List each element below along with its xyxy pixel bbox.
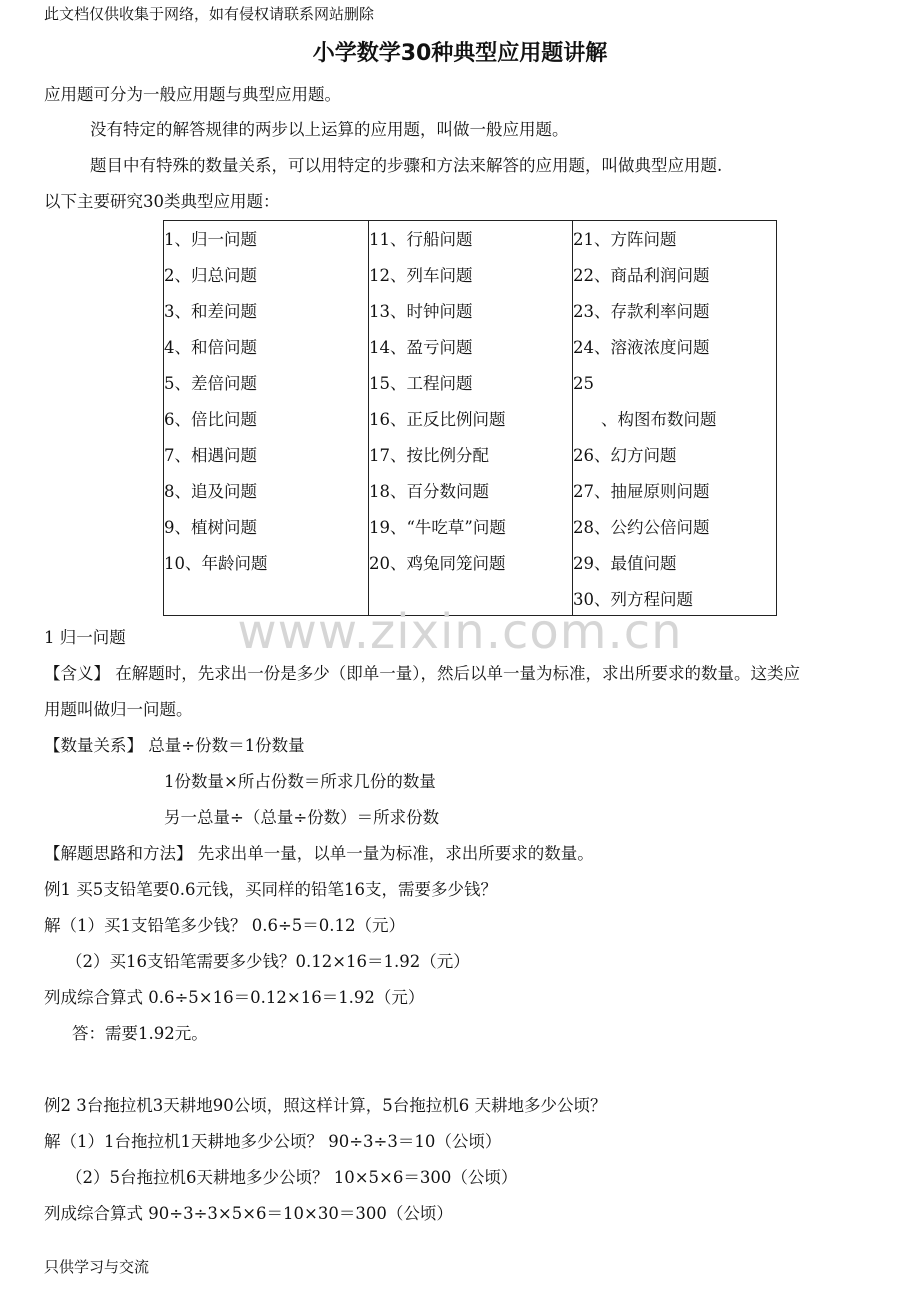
catalog-item: 9、植树问题 (164, 518, 257, 537)
catalog-item: 29、最值问题 (573, 554, 677, 573)
catalog-item: 17、按比例分配 (369, 446, 489, 465)
example-1-question: 例1 买5支铅笔要0.6元钱，买同样的铅笔16支，需要多少钱？ (44, 880, 497, 899)
meaning-line-1: 【含义】 在解题时，先求出一份是多少（即单一量），然后以单一量为标准，求出所要求的数量。这类应 (44, 664, 800, 683)
catalog-item: 12、列车问题 (369, 266, 473, 285)
catalog-item: 20、鸡兔同笼问题 (369, 554, 506, 573)
intro-line-2: 没有特定的解答规律的两步以上运算的应用题，叫做一般应用题。 (90, 120, 569, 139)
catalog-item: 14、盈亏问题 (369, 338, 473, 357)
intro-line-4: 以下主要研究30类典型应用题： (44, 192, 280, 211)
catalog-item: 7、相遇问题 (164, 446, 257, 465)
relation-line-3: 另一总量÷（总量÷份数）＝所求份数 (164, 808, 440, 827)
catalog-item: 3、和差问题 (164, 302, 257, 321)
catalog-item: 5、差倍问题 (164, 374, 257, 393)
catalog-item: 6、倍比问题 (164, 410, 257, 429)
example-1-step-1: 解（1）买1支铅笔多少钱？ 0.6÷5＝0.12（元） (44, 916, 406, 935)
intro-line-3: 题目中有特殊的数量关系，可以用特定的步骤和方法来解答的应用题，叫做典型应用题. (90, 156, 723, 175)
catalog-item: 28、公约公倍问题 (573, 518, 710, 537)
catalog-column-3 (573, 221, 776, 615)
catalog-item: 1、归一问题 (164, 230, 257, 249)
catalog-item: 13、时钟问题 (369, 302, 473, 321)
section-heading: 1 归一问题 (44, 628, 126, 647)
catalog-item: 4、和倍问题 (164, 338, 257, 357)
example-2-formula: 列成综合算式 90÷3÷3×5×6＝10×30＝300（公顷） (44, 1204, 453, 1223)
header-note: 此文档仅供收集于网络，如有侵权请联系网站删除 (44, 5, 375, 23)
example-1-formula: 列成综合算式 0.6÷5×16＝0.12×16＝1.92（元） (44, 988, 425, 1007)
example-1-answer: 答：需要1.92元。 (72, 1024, 208, 1043)
catalog-column-2 (369, 221, 573, 615)
example-2-step-2: （2）5台拖拉机6天耕地多少公顷？ 10×5×6＝300（公顷） (66, 1168, 518, 1187)
meaning-line-2: 用题叫做归一问题。 (44, 700, 193, 719)
catalog-item: 21、方阵问题 (573, 230, 677, 249)
relation-line-2: 1份数量×所占份数＝所求几份的数量 (164, 772, 436, 791)
catalog-item: 19、“牛吃草”问题 (369, 518, 506, 537)
catalog-item: 30、列方程问题 (573, 590, 693, 609)
example-2-step-1: 解（1）1台拖拉机1天耕地多少公顷？ 90÷3÷3＝10（公顷） (44, 1132, 502, 1151)
catalog-item: 10、年龄问题 (164, 554, 268, 573)
catalog-item: 8、追及问题 (164, 482, 257, 501)
catalog-item: 、构图布数问题 (601, 410, 717, 429)
catalog-item: 26、幻方问题 (573, 446, 677, 465)
catalog-item: 15、工程问题 (369, 374, 473, 393)
catalog-item: 11、行船问题 (369, 230, 473, 249)
example-2-question: 例2 3台拖拉机3天耕地90公顷，照这样计算，5台拖拉机6 天耕地多少公顷？ (44, 1096, 607, 1115)
relation-line-1: 【数量关系】 总量÷份数＝1份数量 (44, 736, 305, 755)
catalog-item: 18、百分数问题 (369, 482, 489, 501)
catalog-column-1 (164, 221, 369, 615)
catalog-table (163, 220, 777, 616)
page-title: 小学数学30种典型应用题讲解 (312, 41, 608, 66)
catalog-item: 2、归总问题 (164, 266, 257, 285)
intro-line-1: 应用题可分为一般应用题与典型应用题。 (44, 85, 341, 104)
footer-note: 只供学习与交流 (44, 1258, 150, 1276)
catalog-item: 16、正反比例问题 (369, 410, 506, 429)
catalog-item: 24、溶液浓度问题 (573, 338, 710, 357)
method-line: 【解题思路和方法】 先求出单一量，以单一量为标准，求出所要求的数量。 (44, 844, 594, 863)
example-1-step-2: （2）买16支铅笔需要多少钱？0.12×16＝1.92（元） (66, 952, 470, 971)
catalog-item: 23、存款利率问题 (573, 302, 710, 321)
catalog-item: 22、商品利润问题 (573, 266, 710, 285)
watermark: www.zixin.com.cn (237, 604, 683, 660)
catalog-item: 27、抽屉原则问题 (573, 482, 710, 501)
catalog-item: 25 (573, 374, 594, 393)
